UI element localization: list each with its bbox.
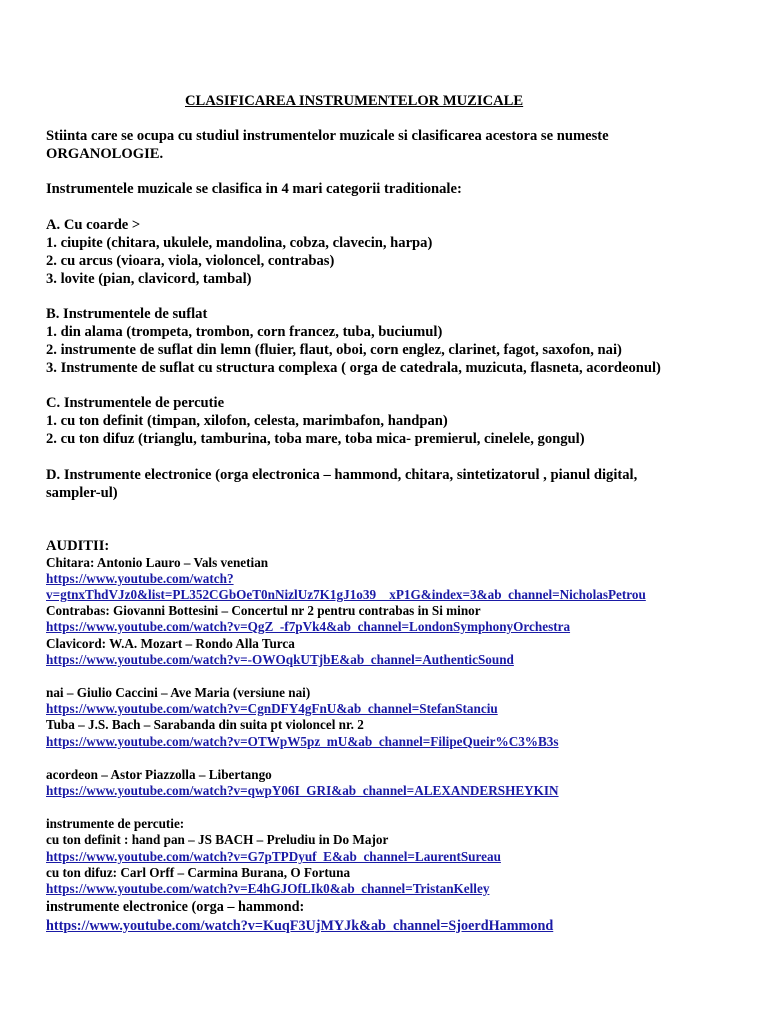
auditii-heading: AUDITII: — [46, 538, 110, 554]
section-b-item: 3. Instrumente de suflat cu structura complexa ( orga de catedrala, muzicuta, flasneta, acordeonul) — [46, 360, 661, 376]
intro-text: ORGANOLOGIE. — [46, 146, 164, 162]
audition-link[interactable]: https://www.youtube.com/watch?v=QgZ_-f7pVk4&ab_channel=LondonSymphonyOrchestra — [46, 619, 571, 634]
section-b-heading: B. Instrumentele de suflat — [46, 306, 208, 322]
audition-title: cu ton difuz: Carl Orff – Carmina Burana, O Fortuna — [46, 865, 351, 880]
section-b-item: 2. instrumente de suflat din lemn (fluier, flaut, oboi, corn englez, clarinet, fagot, saxofon, nai) — [46, 342, 622, 358]
section-b-item: 1. din alama (trompeta, trombon, corn francez, tuba, buciumul) — [46, 324, 443, 340]
section-a-heading: A. Cu coarde > — [46, 217, 141, 233]
section-a-item: 3. lovite (pian, clavicord, tambal) — [46, 271, 252, 287]
section-c-item: 2. cu ton difuz (trianglu, tamburina, toba mare, toba mica- premierul, cinelele, gongul) — [46, 431, 585, 447]
audition-title: Tuba – J.S. Bach – Sarabanda din suita pt violoncel nr. 2 — [46, 717, 364, 732]
section-a-item: 1. ciupite (chitara, ukulele, mandolina, cobza, clavecin, harpa) — [46, 235, 433, 251]
audition-title: acordeon – Astor Piazzolla – Libertango — [46, 767, 272, 782]
audition-link[interactable]: https://www.youtube.com/watch?v=KuqF3UjMYJk&ab_channel=SjoerdHammond — [46, 918, 554, 934]
audition-link[interactable]: v=gtnxThdVJz0&list=PL352CGbOeT0nNizlUz7K1gJ1o39__xP1G&index=3&ab_channel=NicholasPetrou — [46, 587, 646, 602]
section-c-heading: C. Instrumentele de percutie — [46, 395, 225, 411]
audition-link[interactable]: https://www.youtube.com/watch?v=CgnDFY4gFnU&ab_channel=StefanStanciu — [46, 701, 498, 716]
audition-title: Clavicord: W.A. Mozart – Rondo Alla Turca — [46, 636, 295, 651]
section-d-text: sampler-ul) — [46, 485, 118, 501]
intro-text: Stiinta care se ocupa cu studiul instrumentelor muzicale si clasificarea acestora se numeste — [46, 128, 609, 144]
audition-title: instrumente electronice (orga – hammond: — [46, 899, 305, 915]
audition-link[interactable]: https://www.youtube.com/watch?v=G7pTPDyuf_E&ab_channel=LaurentSureau — [46, 849, 501, 864]
page-title: CLASIFICAREA INSTRUMENTELOR MUZICALE — [185, 93, 524, 109]
audition-title: cu ton definit : hand pan – JS BACH – Preludiu in Do Major — [46, 832, 389, 847]
audition-link[interactable]: https://www.youtube.com/watch?v=qwpY06I_GRI&ab_channel=ALEXANDERSHEYKIN — [46, 783, 559, 798]
percutie-heading: instrumente de percutie: — [46, 816, 185, 831]
audition-title: Contrabas: Giovanni Bottesini – Concertul nr 2 pentru contrabas in Si minor — [46, 603, 481, 618]
audition-link[interactable]: https://www.youtube.com/watch?v=OTWpW5pz_mU&ab_channel=FilipeQueir%C3%B3s — [46, 734, 559, 749]
audition-title: nai – Giulio Caccini – Ave Maria (versiune nai) — [46, 685, 311, 700]
audition-title: Chitara: Antonio Lauro – Vals venetian — [46, 555, 269, 570]
section-c-item: 1. cu ton definit (timpan, xilofon, celesta, marimbafon, handpan) — [46, 413, 448, 429]
section-d-text: D. Instrumente electronice (orga electronica – hammond, chitara, sintetizatorul , pianul digital, — [46, 467, 638, 483]
section-a-item: 2. cu arcus (vioara, viola, violoncel, contrabas) — [46, 253, 335, 269]
audition-link[interactable]: https://www.youtube.com/watch? — [46, 571, 234, 586]
audition-link[interactable]: https://www.youtube.com/watch?v=-OWOqkUTjbE&ab_channel=AuthenticSound — [46, 652, 514, 667]
categories-intro: Instrumentele muzicale se clasifica in 4 mari categorii traditionale: — [46, 181, 462, 197]
audition-link[interactable]: https://www.youtube.com/watch?v=E4hGJOfLIk0&ab_channel=TristanKelley — [46, 881, 490, 896]
